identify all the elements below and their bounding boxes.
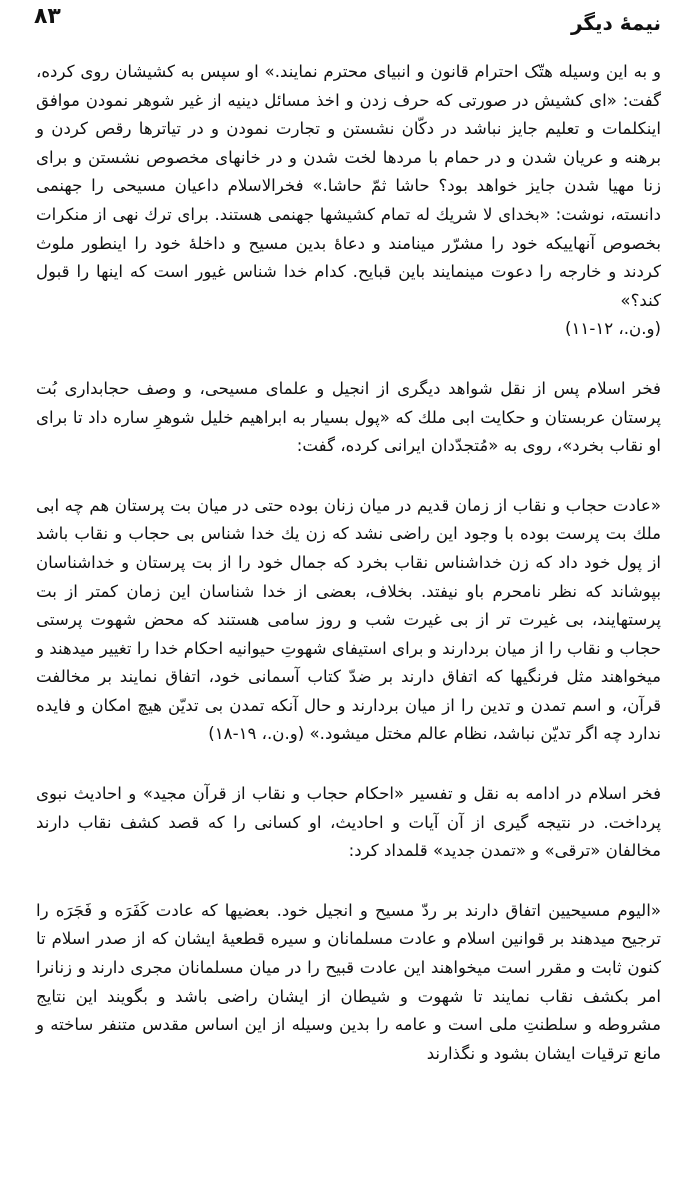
body-text bbox=[36, 58, 661, 1068]
citation-1: (و.ن.، ۱۲-۱۱) bbox=[565, 319, 661, 339]
running-title: نیمهٔ دیگر bbox=[570, 11, 661, 35]
paragraph-3-quote: «عادت حجاب و نقاب از زمان قدیم در میان زنان بوده حتی در میان بت پرستان هم چه ابی ملك بت پرست بوده با وجود این راضی نشد که زن یك خدا شناس بی حجاب و نقاب باشد از پول خود داد که زن خداشناس نقاب بخرد که جمال خود را از بت پرستان و خداشناسان بپوشاند که نظر نامحرم باو نیفتد. بخلاف، بعضی از خدا شناسان این زمان کمتر از بت پرستهایند، بی غیرت تر از بی غیرت شب و روز سامی هستند که محض شهوت پرستی حجاب و نقاب را از میان بردارند و برای استیفای شهوتِ حیوانیه احکام خدا را تغییر میدهند و میخواهند مثل فرنگیها که اتفاق دارند بر ضدّ کتاب آسمانی خود، اتفاق نمایند بر مخالفت قرآن، و اسم تمدن و تدین را از میان بردارند و حال آنکه تمدن بی تدیّن هیچ امکان و فایده ندارد چه اگر تدیّن نباشد، نظام عالم مختل میشود.» (و.ن.، ۱۹-۱۸) bbox=[36, 495, 661, 744]
paragraph-2: فخر اسلام پس از نقل شواهد دیگری از انجیل و علمای مسیحی، و وصف حجابداری بُت پرستان عربستان و حکایت ابی ملك که «پول بسیار به ابراهیم خلیل شوهرِ ساره داد تا برای او نقاب بخرد»، روی به «مُتجدّدان ایرانی کرده، گفت: bbox=[36, 378, 661, 456]
page-number: ۸۳ bbox=[34, 4, 61, 29]
paragraph-5-quote: «الیوم مسیحیین اتفاق دارند بر ردّ مسیح و انجیل خود. بعضیها که عادت کَفَرَه و فَجَرَه را ترجیح میدهند بر قوانین اسلام و عادت مسلمانان و سیره قطعیهٔ ایشان که از صدر اسلام تا کنون ثابت و مقرر است میخواهند این عادت قبیح را در میان مسلمانان مجری دارند و زنانرا امر بکشف نقاب نمایند تا شهوت و شیطان از ایشان راضی باشد و بگویند این نتایج مشروطه و سلطنتِ ملی است و عامه را بدین وسیله از این اساس مقدس متنفر ساخته و مانع ترقیات ایشان بشود و نگذارند bbox=[36, 900, 661, 1063]
paragraph-4: فخر اسلام در ادامه به نقل و تفسیر «احکام حجاب و نقاب از قرآن مجید» و احادیث نبوی پرداخت. در نتیجه گیری از آن آیات و احادیث، او کسانی را که قصد کشف نقاب دارند مخالفان «ترقی» و «تمدن جدید» قلمداد کرد: bbox=[36, 784, 661, 861]
paragraph-1: و به این وسیله هتّک احترام قانون و انبیای محترم نمایند.» او سپس به کشیشان روی کرده، گفت: «ای کشیش در صورتی که حرف زدن و اخذ مسائل دینیه از غیر شوهر نمودن موافق اینکلمات و تعلیم جایز نباشد در دکّان نشستن و تجارت نمودن و در تیاترها رقص کردن و برهنه و عریان شدن و در حمام با مردها لخت شدن و در خانهای مخصوص نشستن و برای زنا مهیا شدن جایز خواهد بود؟ حاشا ثمّ حاشا.» فخرالاسلام داعیان مسیحی را جهنمی دانسته، نوشت: «بخدای لا شریك له تمام کشیشها جهنمی هستند. برای ترك نهی از منکرات بخصوص آنهاییکه خود را مشرّر مینامند و دعاهٔ بدین مسیح و داخلهٔ خود را اینطور ملوث کردند و خارجه را دعوت مینمایند باین قبایح. کدام خدا شناس غیور است که اینها را قبول کند؟» bbox=[36, 62, 661, 310]
